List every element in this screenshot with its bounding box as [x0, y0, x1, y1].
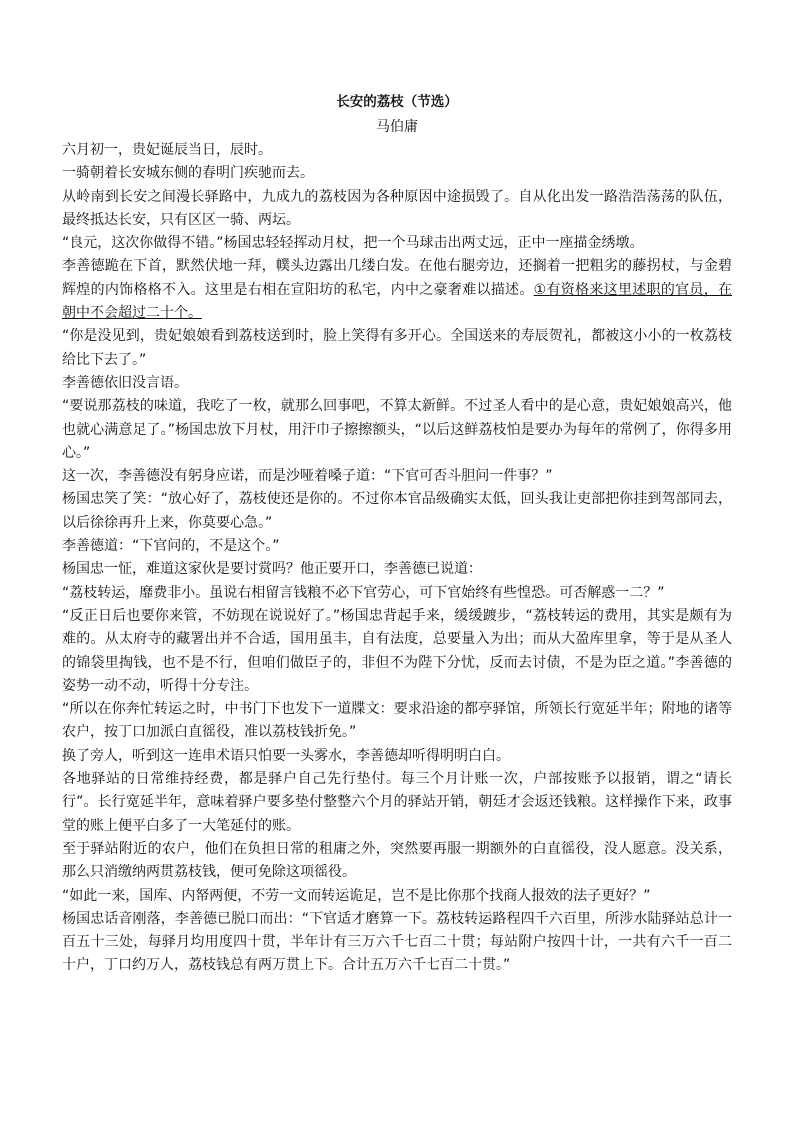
paragraph: “要说那荔枝的味道，我吃了一枚，就那么回事吧，不算太新鲜。不过圣人看中的是心意，贵妃娘娘高兴，他也就心满意足了。”杨国忠放下月杖，用汗巾子擦擦额头，“以后这鲜荔枝怕是要办为每年的常例了，你得多用心。” [62, 398, 732, 461]
paragraph: “良元，这次你做得不错。”杨国忠轻轻挥动月杖，把一个马球击出两丈远，正中一座描金绣墩。 [62, 235, 644, 252]
paragraph: 换了旁人，听到这一连串术语只怕要一头雾水，李善德却听得明明白白。 [62, 747, 510, 764]
paragraph: 至于驿站附近的农户，他们在负担日常的租庸之外，突然要再服一期额外的白直徭役，没人愿意。没关系，那么只消缴纳两贯荔枝钱，便可免除这项徭役。 [62, 840, 732, 881]
paragraph: 李善德道：“下官问的，不是这个。” [62, 538, 280, 555]
author-name: 马伯庸 [376, 119, 418, 135]
paragraph: 六月初一，贵妃诞辰当日，辰时。 [62, 142, 272, 158]
paragraph: 各地驿站的日常维持经费，都是驿户自己先行垫付。每三个月计账一次，户部按账予以报销，谓之“请长行”。长行宽延半年，意味着驿户要多垫付整整六个月的驿站开销，朝廷才会返还钱粮。这样操作下来，政事堂的账上便平白多了一大笔延付的账。 [62, 771, 732, 834]
paragraph: 从岭南到长安之间漫长驿路中，九成九的荔枝因为各种原因中途损毁了。自从化出发一路浩浩荡荡的队伍，最终抵达长安，只有区区一骑、两坛。 [62, 188, 732, 228]
paragraph: “荔枝转运，靡费非小。虽说右相留言钱粮不必下官劳心，可下官始终有些惶恐。可否解惑一二？” [62, 584, 665, 601]
paragraph: “如此一来，国库、内帑两便，不劳一文而转运诡足，岂不是比你那个找商人报效的法子更好？” [62, 887, 651, 904]
paragraph: 杨国忠笑了笑：“放心好了，荔枝使还是你的。不过你本官品级确实太低，回头我让吏部把你挂到驾部同去，以后徐徐再升上来，你莫要心急。” [62, 491, 732, 531]
paragraph: “所以在你奔忙转运之时，中书门下也发下一道牒文：要求沿途的都亭驿馆，所领长行宽延半年；附地的诸等农户，按丁口加派白直徭役，准以荔枝钱折免。” [62, 701, 732, 741]
paragraph: 李善德跪在下首，默然伏地一拜，幞头边露出几缕白发。在他右腿旁边，还搁着一把粗劣的藤拐杖，与金碧辉煌的内饰格格不入。这里是右相在宣阳坊的私宅，内中之豪奢难以描述。①有资格来这里述职的官员，在朝中不会超过二十个。 [62, 258, 732, 322]
paragraph: 杨国忠话音刚落，李善德已脱口而出：“下官适才磨算一下。荔枝转运路程四千六百里，所涉水陆驿站总计一百五十三处，每驿月均用度四十贯，半年计有三万六千七百二十贯；每站附户按四十计，一共有六千一百二十户，丁口约万人，荔枝钱总有两万贯上下。合计五万六千七百二十贯。” [62, 910, 732, 974]
paragraph: 李善德依旧没言语。 [62, 374, 188, 391]
paragraph: “反正日后也要你来管，不妨现在说说好了。”杨国忠背起手来，缓缓踱步，“荔枝转运的费用，其实是颇有为难的。从太府寺的藏署出并不合适，国用虽丰，自有法度，总要量入为出；而从大盈库里拿，等于是从圣人的锦袋里掏钱，也不是不行，但咱们做臣子的，非但不为陛下分忧，反而去讨债，不是为臣之道。”李善德的姿势一动不动，听得十分专注。 [62, 607, 732, 694]
paragraph: 一骑朝着长安城东侧的春明门疾驰而去。 [62, 165, 314, 182]
paragraph: 杨国忠一怔，难道这家伙是要讨赏吗？他正要开口，李善德已说道： [62, 561, 482, 578]
article-body [62, 139, 732, 978]
article-title: 长安的荔枝（节选） [336, 94, 458, 110]
underlined-sentence: ①有资格来这里述职的官员，在朝中不会超过二十个。 [62, 281, 732, 322]
paragraph: “你是没见到，贵妃娘娘看到荔枝送到时，脸上笑得有多开心。全国送来的寿辰贺礼，都被这小小的一枚荔枝给比下去了。” [62, 328, 732, 368]
paragraph: 这一次，李善德没有躬身应诺，而是沙哑着嗓子道：“下官可否斗胆问一件事？” [62, 468, 553, 485]
